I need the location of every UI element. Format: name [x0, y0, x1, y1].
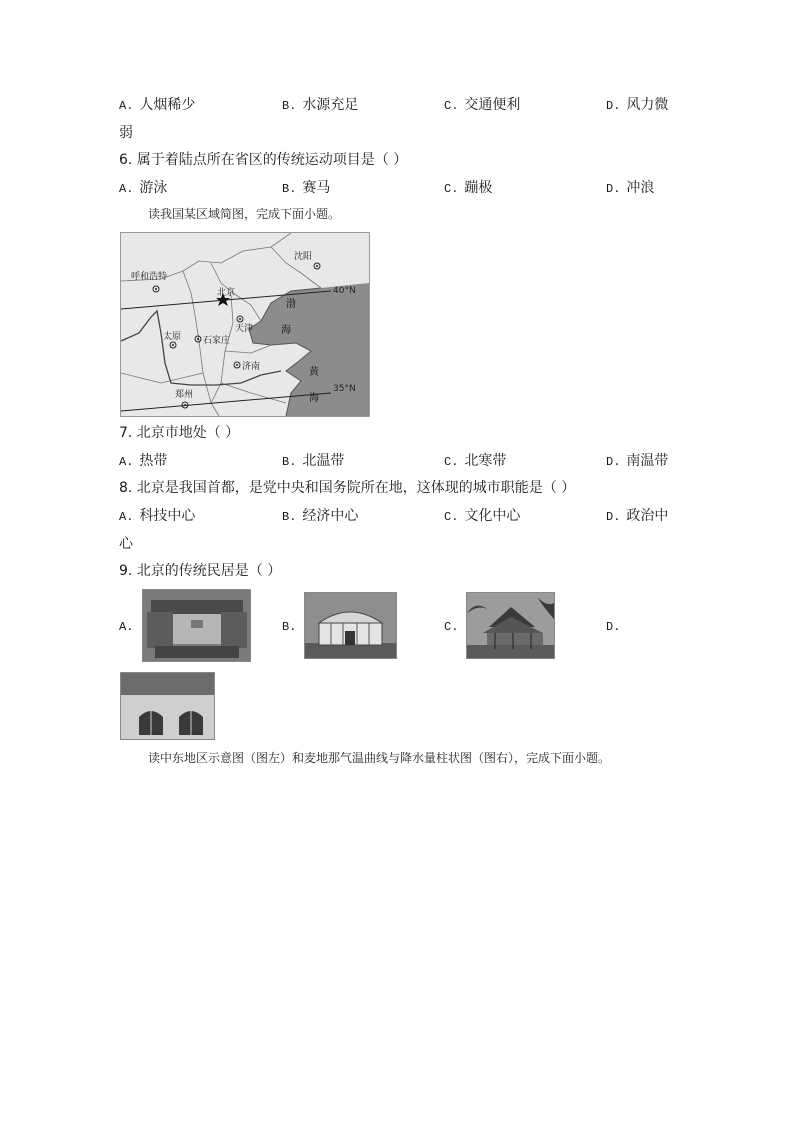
city-label-beijing: 北京	[217, 288, 236, 298]
bamboo-house-photo	[466, 592, 555, 659]
q6-option-a: A. 游泳	[119, 180, 168, 196]
q8-stem: 8. 北京是我国首都，是党中央和国务院所在地，这体现的城市职能是（ ）	[119, 480, 576, 496]
region-map	[120, 232, 370, 417]
city-label-jinan: 济南	[242, 362, 261, 372]
q7-option-d: D. 南温带	[606, 453, 669, 469]
city-label-shenyang: 沈阳	[294, 252, 313, 262]
city-label-shijiazhuang: 石家庄	[203, 336, 231, 346]
sea-label-bo: 渤	[286, 299, 296, 310]
q9-stem: 9. 北京的传统民居是（ ）	[119, 563, 282, 579]
city-label-huhehaote: 呼和浩特	[131, 272, 168, 282]
q6-stem: 6. 属于着陆点所在省区的传统运动项目是（ ）	[119, 152, 408, 168]
q8-option-a: A. 科技中心	[119, 508, 196, 524]
city-label-zhengzhou: 郑州	[175, 390, 194, 400]
q7-option-c: C. 北寒带	[444, 453, 507, 469]
q6-option-b: B. 赛马	[282, 180, 331, 196]
sea-label-huang-hai: 海	[309, 393, 319, 404]
q6-option-d: D. 冲浪	[606, 180, 655, 196]
q5-option-a: A. 人烟稀少	[119, 97, 196, 113]
latitude-label-35n: 35°N	[333, 384, 356, 394]
q8-option-d: D. 政治中	[606, 508, 669, 524]
sea-label-bo-hai: 海	[281, 325, 291, 336]
siheyuan-photo	[142, 589, 251, 662]
q6-option-c: C. 蹦极	[444, 180, 493, 196]
sea-label-huang: 黄	[309, 367, 319, 378]
yurt-photo	[304, 592, 397, 659]
q7-option-b: B. 北温带	[282, 453, 345, 469]
q5-option-d-wrap: 弱	[119, 125, 133, 141]
q5-option-d: D. 风力微	[606, 97, 669, 113]
middle-east-intro-text: 读中东地区示意图（图左）和麦地那气温曲线与降水量柱状图（图右），完成下面小题。	[148, 751, 611, 765]
q9-option-d-label: D.	[606, 620, 621, 634]
city-label-tianjin: 天津	[235, 324, 254, 334]
q8-option-b: B. 经济中心	[282, 508, 359, 524]
q5-option-c: C. 交通便利	[444, 97, 521, 113]
q9-option-c-label: C.	[444, 620, 459, 634]
latitude-label-40n: 40°N	[333, 286, 356, 296]
q8-option-d-wrap: 心	[119, 536, 133, 552]
q7-option-a: A. 热带	[119, 453, 168, 469]
q8-option-c: C. 文化中心	[444, 508, 521, 524]
map-intro-text: 读我国某区域简图，完成下面小题。	[148, 207, 341, 221]
q5-option-b: B. 水源充足	[282, 97, 359, 113]
cave-dwelling-photo	[120, 672, 215, 740]
city-label-taiyuan: 太原	[163, 332, 182, 342]
q7-stem: 7. 北京市地处（ ）	[119, 425, 240, 441]
q9-option-b-label: B.	[282, 620, 297, 634]
q9-option-a-label: A.	[119, 620, 134, 634]
